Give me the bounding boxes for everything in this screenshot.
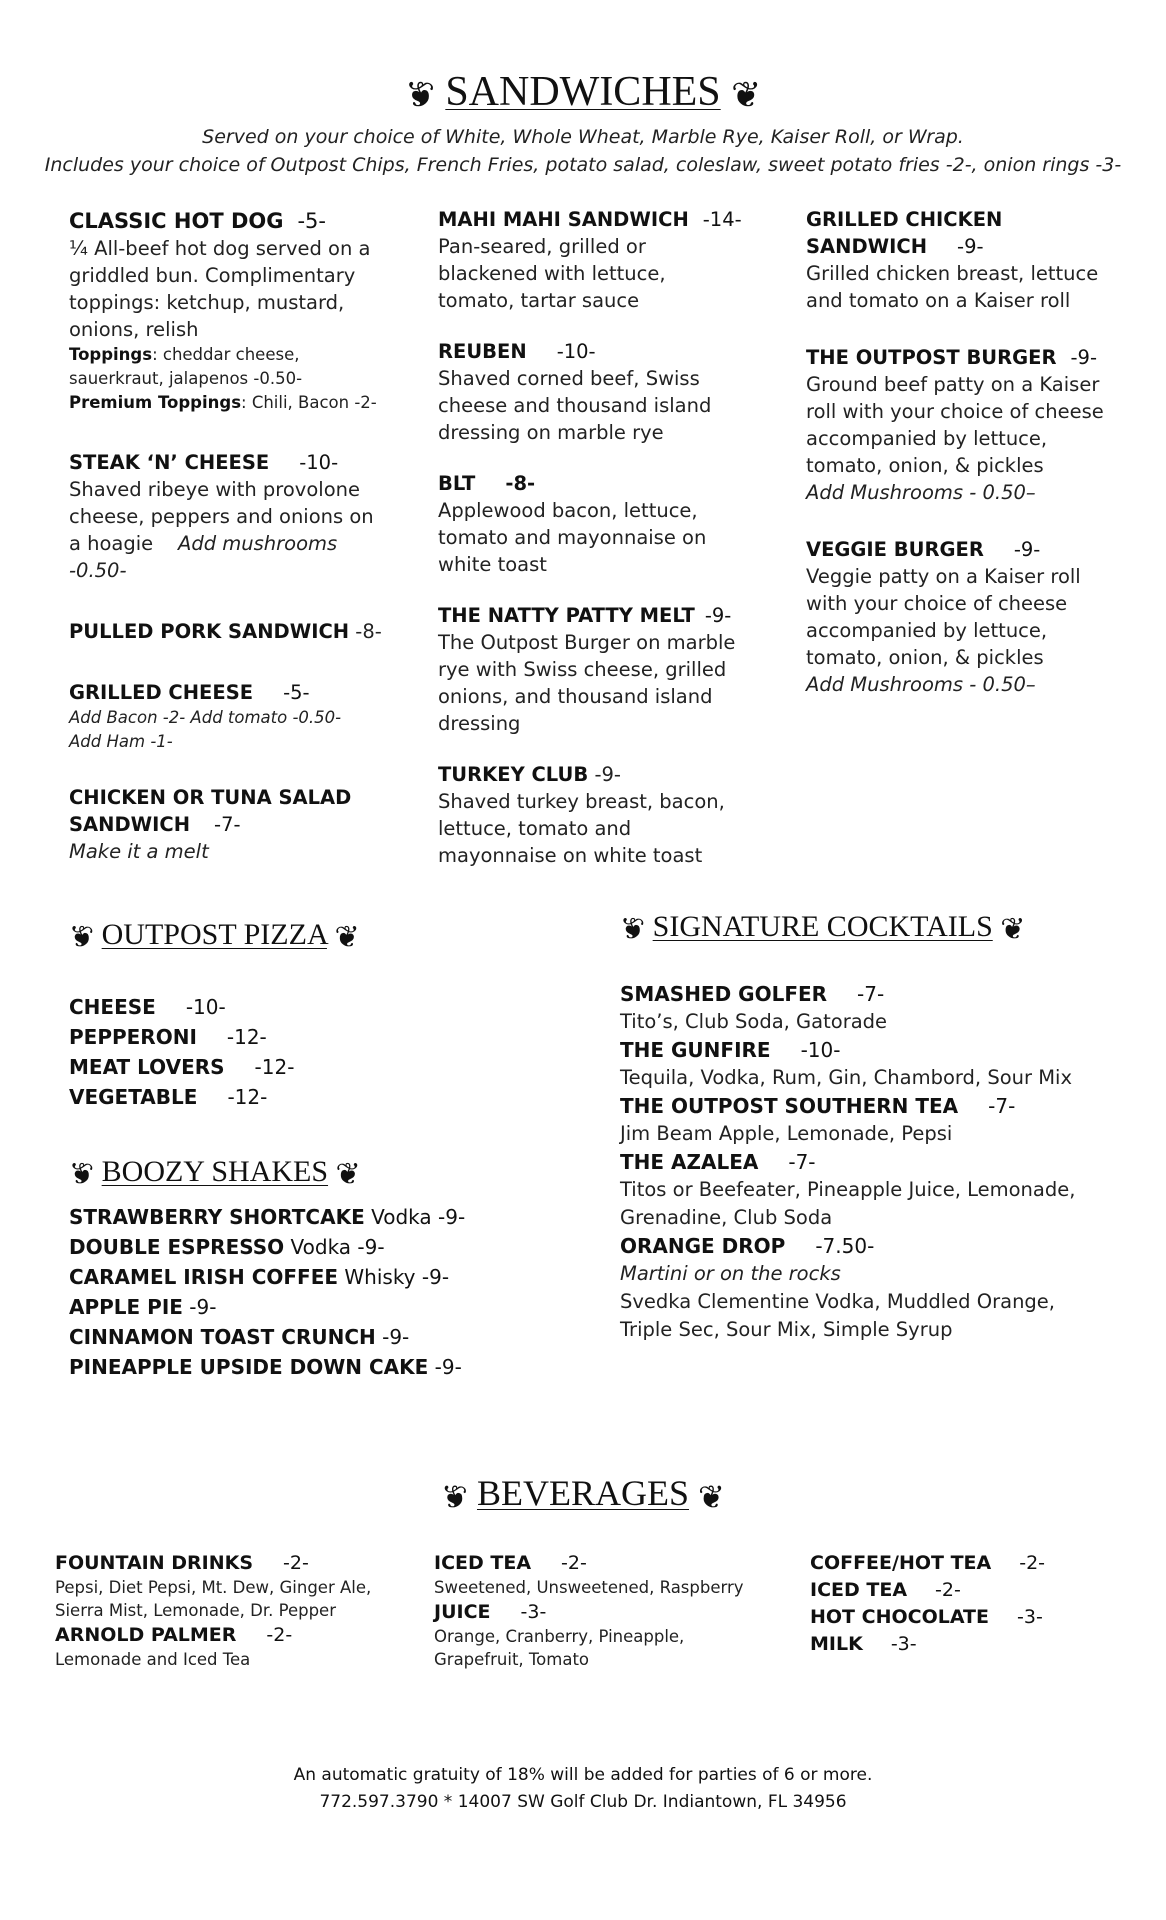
item-description: Sweetened, Unsweetened, Raspberry bbox=[434, 1578, 744, 1597]
item-description: Pepsi, Diet Pepsi, Mt. Dew, Ginger Ale, Sierra Mist, Lemonade, Dr. Pepper bbox=[55, 1578, 372, 1620]
item-price: -10- bbox=[800, 1038, 841, 1062]
pizza-list bbox=[69, 992, 294, 1112]
item-price: -9- bbox=[1013, 538, 1041, 561]
right-ornament-icon: ❦ bbox=[335, 1156, 361, 1192]
beverages-title bbox=[0, 1472, 1166, 1516]
item-price: -10- bbox=[299, 451, 339, 474]
item-addon: Add Mushrooms - 0.50– bbox=[806, 673, 1036, 696]
item-price: -3- bbox=[520, 1601, 547, 1623]
item-name: CINNAMON TOAST CRUNCH bbox=[69, 1325, 376, 1349]
item-price: -14- bbox=[702, 208, 742, 231]
item-price: -10- bbox=[185, 995, 226, 1019]
item-price: -12- bbox=[226, 1025, 267, 1049]
beverage-juice bbox=[434, 1599, 754, 1671]
menu-item-chicken-tuna-salad bbox=[69, 784, 389, 865]
item-price: -7- bbox=[988, 1094, 1016, 1118]
cocktail-smashed-golfer bbox=[620, 980, 1110, 1036]
beverages-column-1 bbox=[55, 1550, 385, 1671]
item-price: -2- bbox=[935, 1579, 961, 1601]
pizza-item bbox=[69, 992, 294, 1022]
left-ornament-icon: ❦ bbox=[69, 1156, 95, 1192]
item-name: STEAK ‘N’ CHEESE bbox=[69, 451, 270, 474]
toppings-text: : cheddar cheese, sauerkraut, jalapenos -0.50- bbox=[69, 345, 303, 388]
item-description: Lemonade and Iced Tea bbox=[55, 1650, 251, 1669]
item-detail: -9- bbox=[428, 1355, 462, 1379]
item-name: DOUBLE ESPRESSO bbox=[69, 1235, 285, 1259]
beverages-column-2 bbox=[434, 1550, 754, 1671]
item-price: -7- bbox=[857, 982, 885, 1006]
item-name: STRAWBERRY SHORTCAKE bbox=[69, 1205, 365, 1229]
contact-info: 772.597.3790 * 14007 SW Golf Club Dr. Indiantown, FL 34956 bbox=[319, 1792, 847, 1812]
beverage-arnold-palmer bbox=[55, 1622, 385, 1671]
shakes-title-text: BOOZY SHAKES bbox=[101, 1155, 329, 1188]
item-description: Svedka Clementine Vodka, Muddled Orange, Triple Sec, Sour Mix, Simple Syrup bbox=[620, 1290, 1055, 1341]
item-name: HOT CHOCOLATE bbox=[810, 1606, 989, 1628]
shake-item bbox=[69, 1322, 465, 1352]
item-price: -8- bbox=[355, 620, 382, 643]
item-name: MILK bbox=[810, 1633, 863, 1655]
sandwiches-bread-note: Served on your choice of White, Whole Wheat, Marble Rye, Kaiser Roll, or Wrap. bbox=[202, 126, 964, 148]
item-price: -5- bbox=[283, 681, 310, 704]
right-ornament-icon: ❦ bbox=[698, 1477, 725, 1516]
item-detail: Whisky -9- bbox=[338, 1265, 450, 1289]
item-price: -12- bbox=[254, 1055, 295, 1079]
beverage-coffee bbox=[810, 1550, 1045, 1577]
left-ornament-icon: ❦ bbox=[620, 911, 646, 947]
item-name: PEPPERONI bbox=[69, 1025, 197, 1049]
beverages-title-text: BEVERAGES bbox=[476, 1473, 689, 1513]
item-name: THE OUTPOST SOUTHERN TEA bbox=[620, 1094, 959, 1118]
pizza-item bbox=[69, 1022, 294, 1052]
item-detail: -9- bbox=[375, 1325, 410, 1349]
item-name: MEAT LOVERS bbox=[69, 1055, 225, 1079]
item-price: -9- bbox=[1070, 346, 1097, 369]
right-ornament-icon: ❦ bbox=[731, 74, 762, 116]
item-description: The Outpost Burger on marble rye with Swiss cheese, grilled onions, and thousand island dressing bbox=[438, 631, 736, 735]
menu-item-outpost-burger bbox=[806, 344, 1116, 506]
shake-item bbox=[69, 1202, 465, 1232]
item-description: Pan-seared, grilled or blackened with lettuce, tomato, tartar sauce bbox=[438, 235, 666, 312]
cocktail-southern-tea bbox=[620, 1092, 1110, 1148]
shakes-list bbox=[69, 1202, 465, 1382]
menu-item-hot-dog bbox=[69, 208, 389, 415]
item-price: -2- bbox=[561, 1552, 587, 1574]
menu-item-steak-n-cheese bbox=[69, 449, 389, 584]
sandwiches-title-text: SANDWICHES bbox=[445, 69, 721, 115]
item-name: CHEESE bbox=[69, 995, 156, 1019]
right-ornament-icon: ❦ bbox=[334, 919, 360, 955]
right-ornament-icon: ❦ bbox=[1000, 911, 1026, 947]
left-ornament-icon: ❦ bbox=[441, 1477, 468, 1516]
item-name-2: SANDWICH bbox=[806, 235, 928, 258]
cocktails-list bbox=[620, 980, 1110, 1344]
item-price: -3- bbox=[890, 1633, 917, 1655]
item-price: -2- bbox=[1019, 1552, 1046, 1574]
beverage-iced-tea bbox=[434, 1550, 754, 1599]
item-price: -7- bbox=[214, 813, 241, 836]
menu-item-grilled-chicken bbox=[806, 206, 1116, 314]
item-name: PULLED PORK SANDWICH bbox=[69, 620, 350, 643]
item-description: Ground beef patty on a Kaiser roll with your choice of cheese accompanied by lettuce, tomato, onion, & pickles bbox=[806, 373, 1104, 477]
menu-item-veggie-burger bbox=[806, 536, 1116, 698]
item-name: THE NATTY PATTY MELT bbox=[438, 604, 695, 627]
menu-item-mahi-mahi bbox=[438, 206, 748, 314]
beverage-hot-chocolate bbox=[810, 1604, 1045, 1631]
item-name: APPLE PIE bbox=[69, 1295, 183, 1319]
shakes-title bbox=[69, 1155, 361, 1192]
item-price: -7- bbox=[788, 1150, 816, 1174]
item-name: CLASSIC HOT DOG bbox=[69, 209, 284, 233]
item-price: -9- bbox=[704, 604, 732, 627]
item-name: ARNOLD PALMER bbox=[55, 1624, 237, 1646]
item-price: -12- bbox=[227, 1085, 268, 1109]
item-price: -9- bbox=[957, 235, 984, 258]
item-name: GRILLED CHICKEN bbox=[806, 208, 1003, 231]
item-price: -8- bbox=[505, 472, 536, 495]
item-description: Tequila, Vodka, Rum, Gin, Chambord, Sour Mix bbox=[620, 1066, 1072, 1089]
item-name: REUBEN bbox=[438, 340, 527, 363]
item-name: ORANGE DROP bbox=[620, 1234, 786, 1258]
item-name: VEGGIE BURGER bbox=[806, 538, 984, 561]
footer bbox=[0, 1762, 1166, 1816]
item-name: FOUNTAIN DRINKS bbox=[55, 1552, 254, 1574]
shake-item bbox=[69, 1352, 465, 1382]
cocktails-title-text: SIGNATURE COCKTAILS bbox=[652, 910, 993, 943]
item-addon: Add Bacon -2- Add tomato -0.50- bbox=[69, 708, 342, 727]
beverages-column-3 bbox=[810, 1550, 1045, 1658]
item-price: -10- bbox=[556, 340, 596, 363]
item-addon-2: Add Ham -1- bbox=[69, 732, 173, 751]
shake-item bbox=[69, 1232, 465, 1262]
item-price: -2- bbox=[283, 1552, 309, 1574]
item-description: Titos or Beefeater, Pineapple Juice, Lemonade, Grenadine, Club Soda bbox=[620, 1178, 1076, 1229]
pizza-item bbox=[69, 1082, 294, 1112]
item-description: Jim Beam Apple, Lemonade, Pepsi bbox=[620, 1122, 953, 1145]
item-addon: Add Mushrooms - 0.50– bbox=[806, 481, 1036, 504]
shake-item bbox=[69, 1262, 465, 1292]
item-name: ICED TEA bbox=[434, 1552, 532, 1574]
item-description: Shaved ribeye with provolone cheese, peppers and onions on a hoagie bbox=[69, 478, 374, 555]
pizza-item bbox=[69, 1052, 294, 1082]
item-name: GRILLED CHEESE bbox=[69, 681, 254, 704]
left-ornament-icon: ❦ bbox=[404, 74, 435, 116]
item-detail: -9- bbox=[182, 1295, 217, 1319]
item-name-2: SANDWICH bbox=[69, 813, 191, 836]
item-name: SMASHED GOLFER bbox=[620, 982, 828, 1006]
pizza-title-text: OUTPOST PIZZA bbox=[101, 918, 327, 951]
item-name: BLT bbox=[438, 472, 476, 495]
sandwiches-column-3 bbox=[806, 206, 1116, 698]
cocktail-orange-drop bbox=[620, 1232, 1110, 1344]
item-price: -3- bbox=[1017, 1606, 1043, 1628]
item-name: THE OUTPOST BURGER bbox=[806, 346, 1057, 369]
item-name: JUICE bbox=[434, 1601, 491, 1623]
item-description: Shaved turkey breast, bacon, lettuce, tomato and mayonnaise on white toast bbox=[438, 790, 725, 867]
item-description: Orange, Cranberry, Pineapple, Grapefruit, Tomato bbox=[434, 1627, 685, 1669]
cocktail-gunfire bbox=[620, 1036, 1110, 1092]
item-name: MAHI MAHI SANDWICH bbox=[438, 208, 689, 231]
item-name: PINEAPPLE UPSIDE DOWN CAKE bbox=[69, 1355, 429, 1379]
item-description: Grilled chicken breast, lettuce and tomato on a Kaiser roll bbox=[806, 262, 1099, 312]
toppings-label: Toppings bbox=[69, 345, 153, 364]
pizza-title bbox=[69, 918, 360, 955]
item-price: -5- bbox=[297, 209, 327, 233]
item-price: -2- bbox=[266, 1624, 293, 1646]
beverage-milk bbox=[810, 1631, 1045, 1658]
left-ornament-icon: ❦ bbox=[69, 919, 95, 955]
item-name: VEGETABLE bbox=[69, 1085, 198, 1109]
menu-item-natty-patty-melt bbox=[438, 602, 748, 737]
item-description: Tito’s, Club Soda, Gatorade bbox=[620, 1010, 888, 1033]
menu-item-pulled-pork bbox=[69, 618, 389, 645]
item-description: Shaved corned beef, Swiss cheese and thousand island dressing on marble rye bbox=[438, 367, 712, 444]
item-description: Applewood bacon, lettuce, tomato and mayonnaise on white toast bbox=[438, 499, 707, 576]
sandwiches-column-1 bbox=[69, 208, 389, 865]
sandwiches-title bbox=[0, 68, 1166, 116]
beverage-fountain-drinks bbox=[55, 1550, 385, 1622]
premium-toppings-label: Premium Toppings bbox=[69, 393, 242, 412]
item-price: -7.50- bbox=[815, 1234, 875, 1258]
item-detail: Vodka -9- bbox=[284, 1235, 385, 1259]
item-name: CHICKEN OR TUNA SALAD bbox=[69, 786, 352, 809]
item-note: Martini or on the rocks bbox=[620, 1262, 841, 1285]
menu-item-grilled-cheese bbox=[69, 679, 389, 754]
item-addon: Make it a melt bbox=[69, 840, 209, 863]
menu-item-reuben bbox=[438, 338, 748, 446]
item-name: TURKEY CLUB bbox=[438, 763, 589, 786]
item-name: THE AZALEA bbox=[620, 1150, 759, 1174]
item-price: -9- bbox=[594, 763, 621, 786]
item-description: ¼ All-beef hot dog served on a griddled bun. Complimentary toppings: ketchup, mustard, onions, relish bbox=[69, 237, 371, 341]
shake-item bbox=[69, 1292, 465, 1322]
item-description: Veggie patty on a Kaiser roll with your choice of cheese accompanied by lettuce, tomato, onion, & pickles bbox=[806, 565, 1081, 669]
premium-toppings-text: : Chili, Bacon -2- bbox=[241, 393, 377, 412]
menu-item-blt bbox=[438, 470, 748, 578]
item-name: ICED TEA bbox=[810, 1579, 908, 1601]
item-addon: Add mushrooms -0.50- bbox=[69, 532, 338, 582]
menu-item-turkey-club bbox=[438, 761, 748, 869]
item-name: COFFEE/HOT TEA bbox=[810, 1552, 992, 1574]
item-name: CARAMEL IRISH COFFEE bbox=[69, 1265, 339, 1289]
gratuity-note: An automatic gratuity of 18% will be added for parties of 6 or more. bbox=[293, 1765, 873, 1785]
item-detail: Vodka -9- bbox=[364, 1205, 466, 1229]
sandwiches-column-2 bbox=[438, 206, 748, 869]
item-name: THE GUNFIRE bbox=[620, 1038, 771, 1062]
cocktails-title bbox=[620, 910, 1025, 947]
beverage-iced-tea-2 bbox=[810, 1577, 1045, 1604]
sandwiches-sides-note: Includes your choice of Outpost Chips, French Fries, potato salad, coleslaw, sweet potato fries -2-, onion rings -3- bbox=[44, 154, 1122, 176]
cocktail-azalea bbox=[620, 1148, 1110, 1232]
